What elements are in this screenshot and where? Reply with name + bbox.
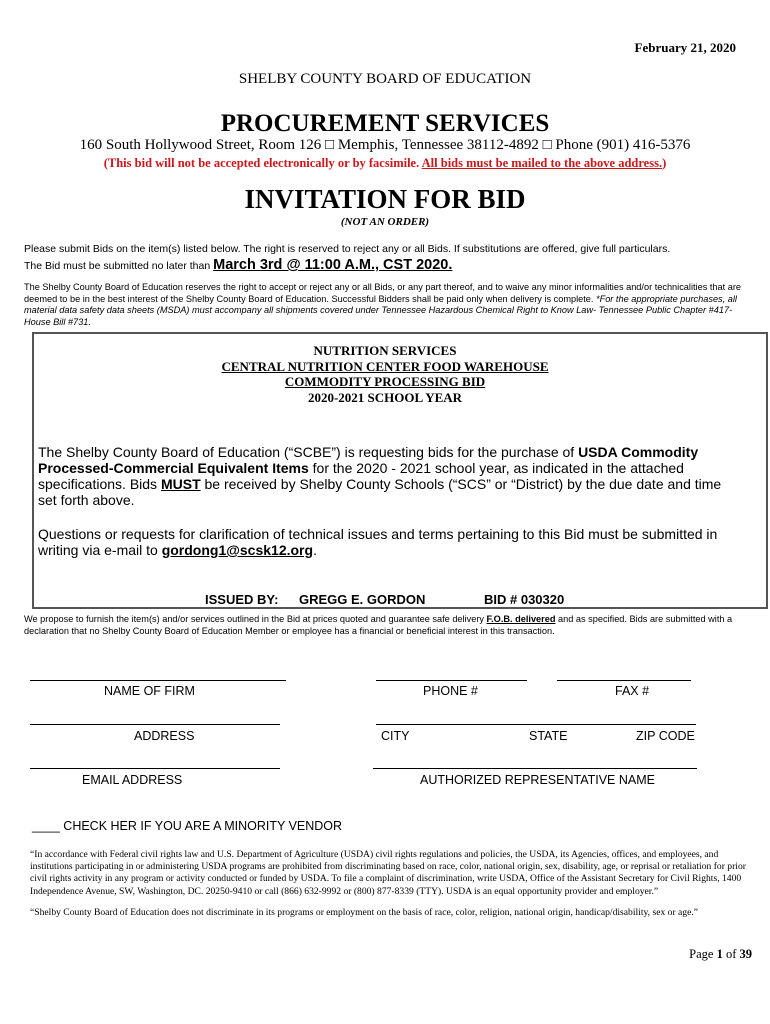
city-state-zip-field[interactable] [376,724,696,725]
questions-paragraph [38,526,728,558]
not-an-order-note: (NOT AN ORDER) [340,216,430,228]
email-field[interactable] [30,768,280,769]
firm-name-label: NAME OF FIRM [104,684,195,698]
warning-text: (This bid will not be accepted electronically or by facsimile. [103,156,422,170]
address-label: ADDRESS [134,729,195,743]
request-text-a: The Shelby County Board of Education (“SCBE”) is requesting bids for the purchase of [38,444,579,460]
address-field[interactable] [30,724,280,725]
deadline-line [24,257,452,273]
page-of: of [722,947,740,961]
authorized-rep-label: AUTHORIZED REPRESENTATIVE NAME [420,773,655,787]
page-current: 1 [716,947,723,961]
questions-text: Questions or requests for clarification of technical issues and terms pertaining to this Bid must be submitted in writing via e-mail to [38,526,718,558]
invitation-title: INVITATION FOR BID [244,184,526,214]
reserve-rights-paragraph [24,282,742,328]
proposal-declaration [24,614,736,637]
minority-vendor-checkbox[interactable]: ____ [32,819,60,833]
bid-heading-department: NUTRITION SERVICES [313,343,457,358]
phone-label: PHONE # [423,684,478,698]
minority-vendor-label: CHECK HER IF YOU ARE A MINORITY VENDOR [59,819,343,833]
minority-vendor-row [32,819,342,833]
usda-nondiscrimination-statement: “In accordance with Federal civil rights law and U.S. Department of Agriculture (USDA) civil rights regulations and policies, the USDA, its Agencies, offices, and employees, and institutions participating in or administering USDA programs are prohibited from discriminating based on race, color, national origin, sex, disability, age, or reprisal or retaliation for prior civil rights activity in any program or activity conducted or funded by USDA. To file a complaint of discrimination, write USDA, Office of the Assistant Secretary for Civil Rights, 1400 Independence Avenue, SW, Washington, DC. 20250-9410 or call (866) 632-9992 or (800) 877-8339 (TTY). USDA is an equal opportunity provider and employer.” [30,849,746,897]
authorized-rep-field[interactable] [373,768,697,769]
bid-heading-type: COMMODITY PROCESSING BID [284,374,486,389]
questions-end: . [313,542,317,558]
board-name: SHELBY COUNTY BOARD OF EDUCATION [238,71,532,87]
fax-field[interactable] [557,680,691,681]
issued-by-label: ISSUED BY: [205,592,279,607]
zip-code-label: ZIP CODE [636,729,695,743]
bid-heading [0,343,770,405]
city-label: CITY [381,729,410,743]
department-title: PROCUREMENT SERVICES [220,110,550,137]
submission-instructions: Please submit Bids on the item(s) listed below. The right is reserved to reject any or all Bids. If substitutions are offered, give full particulars. [24,243,671,255]
request-text-c: be received by Shelby County Schools (“SCS” or “District) by the due date and time set forth above. [38,476,722,508]
scbe-nondiscrimination-statement: “Shelby County Board of Education does not discriminate in its programs or employment on the basis of race, color, religion, national origin, handicap/disability, sex or age.” [30,907,699,918]
bid-heading-year: 2020-2021 SCHOOL YEAR [307,389,463,405]
issuer-name: GREGG E. GORDON [299,592,426,607]
state-label: STATE [529,729,568,743]
warning-mail-notice: All bids must be mailed to the above address. [421,156,663,170]
bid-request-paragraph [38,444,728,508]
must-emphasis: MUST [160,476,201,492]
bid-number: BID # 030320 [484,592,565,607]
page-number [689,947,752,962]
msda-notice: *For the appropriate purchases, all material data safety data sheets (MSDA) must accompany all shipments covered under Tennessee Hazardous Chemical Right to Know Law- Tennessee Public Chapter #417- House Bill #731. [24,293,737,327]
deadline-prefix: The Bid must be submitted no later than [24,260,214,272]
commodity-items: USDA Commodity Processed-Commercial Equivalent Items [38,444,699,476]
document-date: February 21, 2020 [634,40,736,55]
page-total: 39 [739,947,752,961]
phone-field[interactable] [376,680,527,681]
request-text-b: for the 2020 - 2021 school year, as indicated in the attached specifications. Bids [38,460,684,492]
firm-name-field[interactable] [30,680,286,681]
contact-email-link[interactable]: gordong1@scsk12.org [161,542,314,558]
office-address: 160 South Hollywood Street, Room 126 □ Memphis, Tennessee 38112-4892 □ Phone (901) 416-5376 [79,137,691,153]
proposal-text-b: and as specified. Bids are submitted with a declaration that no Shelby County Board of Education Member or employee has a financial or beneficial interest in this transaction. [24,614,733,636]
bid-heading-warehouse: CENTRAL NUTRITION CENTER FOOD WAREHOUSE [221,358,549,374]
warning-close: ) [662,156,667,170]
fax-label: FAX # [615,684,650,698]
submission-warning [0,156,770,171]
email-label: EMAIL ADDRESS [82,773,183,787]
fob-terms: F.O.B. delivered [486,614,556,624]
deadline-date: March 3rd @ 11:00 A.M., CST 2020. [213,257,453,273]
reserve-rights-text: The Shelby County Board of Education reserves the right to accept or reject any or all Bids, or any part thereof, and to waive any minor informalities and/or technicalities that are deemed to be in the best interest of the Shelby County Board of Education. Successful Bidders shall be paid only when delivery is complete. [24,282,741,304]
proposal-text-a: We propose to furnish the item(s) and/or services outlined in the Bid at prices quoted and guarantee safe delivery [24,614,487,624]
page-prefix: Page [689,947,717,961]
